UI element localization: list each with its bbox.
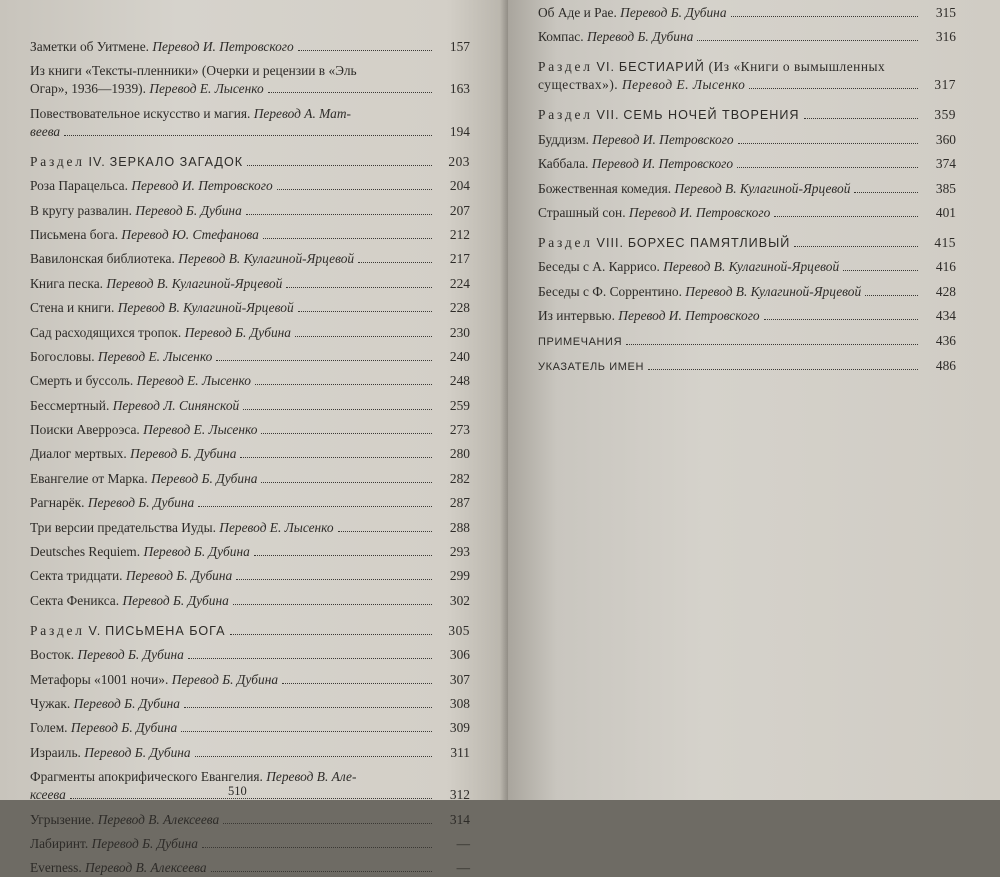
entry-translator: Перевод Ю. Стефанова — [121, 226, 259, 242]
toc-entry — [538, 357, 956, 376]
entry-title: Сад расходящихся тропок. — [30, 324, 182, 340]
toc-entry — [538, 258, 956, 276]
page-number: 230 — [449, 324, 470, 340]
dot-leader — [298, 311, 432, 312]
entry-title: Страшный сон. — [538, 204, 626, 220]
toc-entry — [30, 105, 470, 141]
dot-leader — [64, 135, 432, 136]
toc-entry — [30, 348, 470, 366]
toc-section-heading — [538, 234, 956, 252]
entry-translator: Перевод В. Кулагиной-Ярцевой — [117, 300, 294, 316]
entry-translator: Перевод И. Петровского — [618, 308, 760, 324]
page-number: 314 — [449, 811, 470, 827]
dot-leader — [216, 360, 432, 361]
page-number: 217 — [449, 251, 470, 267]
page-number: 309 — [449, 720, 470, 736]
dot-leader — [230, 634, 432, 635]
entry-title: Евангелие от Марка. — [30, 470, 148, 486]
dot-leader — [854, 192, 918, 193]
entry-translator: Перевод Е. Лысенко — [136, 373, 251, 389]
dot-leader — [243, 409, 432, 410]
entry-title: Каббала. — [538, 156, 589, 172]
entry-title: Вавилонская библиотека. — [30, 251, 175, 267]
entry-translator: Перевод В. Кулагиной-Ярцевой — [178, 251, 355, 267]
dot-leader — [738, 143, 918, 144]
entry-translator-cont: ксеева — [30, 787, 66, 803]
dot-leader — [626, 344, 918, 345]
entry-translator: Перевод В. Кулагиной-Ярцевой — [674, 180, 851, 196]
page-number: — — [456, 860, 470, 876]
entry-title: Голем. — [30, 720, 68, 736]
page-number: 311 — [450, 744, 470, 760]
toc-entry — [538, 180, 956, 198]
entry-translator: Перевод В. Кулагиной-Ярцевой — [106, 275, 283, 291]
page-number: 204 — [449, 178, 470, 194]
entry-translator: Перевод Б. Дубина — [184, 324, 291, 340]
dot-leader — [198, 506, 432, 507]
entry-translator: Перевод Б. Дубина — [70, 720, 178, 736]
page-number: 259 — [449, 397, 470, 413]
dot-leader — [731, 16, 918, 17]
dot-leader — [195, 756, 432, 757]
entry-translator: Перевод Б. Дубина — [151, 470, 258, 486]
toc-entry — [30, 592, 470, 610]
dot-leader — [240, 457, 432, 458]
entry-translator: Перевод Е. Лысенко — [149, 81, 264, 97]
entry-title: Божественная комедия. — [538, 180, 672, 196]
dot-leader — [254, 555, 432, 556]
page-number: 486 — [935, 357, 956, 373]
entry-title: Беседы с А. Каррисо. — [538, 259, 660, 275]
page-number: 434 — [935, 308, 956, 324]
toc-entry — [538, 204, 956, 222]
entry-translator: Перевод И. Петровского — [628, 204, 771, 220]
dot-leader — [794, 246, 918, 247]
toc-entry — [30, 494, 470, 512]
toc-entry — [30, 202, 470, 220]
toc-entry — [538, 307, 956, 325]
dot-leader — [774, 216, 918, 217]
entry-translator: Перевод В. Кулагиной-Ярцевой — [663, 259, 840, 275]
entry-translator: Перевод Б. Дубина — [130, 446, 237, 462]
section-number: IV. — [88, 154, 106, 169]
dot-leader — [246, 214, 432, 215]
dot-leader — [749, 88, 918, 89]
page-number: 224 — [449, 275, 470, 291]
toc-section-heading — [538, 106, 956, 124]
page-number: 359 — [934, 107, 956, 123]
entry-title: Письмена бога. — [30, 226, 119, 242]
page-number: 240 — [449, 348, 470, 364]
entry-translator: Перевод Б. Дубина — [135, 202, 242, 218]
page-number: 510 — [228, 784, 247, 798]
toc-entry — [30, 62, 470, 98]
dot-leader — [223, 823, 432, 824]
entry-translator: Перевод Б. Дубина — [586, 29, 694, 45]
dot-leader — [282, 683, 432, 684]
section-number: VI. — [596, 60, 615, 75]
entry-translator: Перевод Е. Лысенко — [219, 519, 334, 535]
page-number: 312 — [449, 787, 470, 803]
dot-leader — [338, 531, 432, 532]
entry-title: Everness. — [30, 860, 82, 876]
dot-leader — [358, 262, 432, 263]
entry-translator: Перевод Б. Дубина — [73, 695, 180, 711]
entry-title: В кругу развалин. — [30, 202, 133, 218]
toc-entry — [30, 226, 470, 244]
page-number: 302 — [449, 592, 470, 608]
entry-title: Фрагменты апокрифического Евангелия. — [30, 769, 263, 785]
toc-entry — [30, 695, 470, 713]
toc-entry — [30, 372, 470, 390]
entry-title: Угрызение. — [30, 811, 95, 827]
entry-title: Метафоры «1001 ночи». — [30, 671, 169, 687]
entry-title: Чужак. — [30, 695, 71, 711]
entry-title: Три версии предательства Иуды. — [30, 519, 216, 535]
toc-entry — [30, 543, 470, 561]
page-number: 212 — [449, 226, 470, 242]
entry-translator: Перевод Е. Лысенко — [97, 348, 213, 364]
section-label: Раздел — [538, 59, 593, 75]
toc-entry — [30, 519, 470, 537]
entry-translator: Перевод Б. Дубина — [87, 495, 195, 511]
dot-leader — [295, 336, 432, 337]
toc-entry — [30, 250, 470, 268]
right-page — [508, 0, 1000, 800]
page-number: 436 — [935, 332, 956, 348]
dot-leader — [202, 847, 432, 848]
entry-title: Книга песка. — [30, 275, 104, 291]
section-number: VIII. — [596, 235, 624, 250]
entry-translator: Перевод В. Кулагиной-Ярцевой — [685, 283, 862, 299]
entry-translator: Перевод Б. Дубина — [77, 647, 184, 663]
entry-translator: Перевод И. Петровского — [131, 178, 273, 194]
page-number: 287 — [449, 495, 470, 511]
toc-entry — [538, 4, 956, 22]
page-number: 280 — [449, 446, 470, 462]
dot-leader — [648, 369, 918, 370]
dot-leader — [804, 118, 918, 119]
entry-title: Роза Парацельса. — [30, 178, 128, 194]
entry-translator: Перевод А. Мат- — [253, 105, 351, 121]
page-number: 316 — [935, 29, 956, 45]
section-number: VII. — [596, 108, 620, 123]
toc-entry — [30, 470, 470, 488]
page-number: 401 — [935, 204, 956, 220]
section-title: ПИСЬМЕНА БОГА — [105, 623, 226, 638]
section-label: Раздел — [538, 107, 593, 123]
toc-entry — [538, 131, 956, 149]
page-number: 207 — [449, 202, 470, 218]
toc-entry — [30, 719, 470, 737]
entry-translator-cont: веева — [30, 123, 61, 139]
toc-entry — [30, 177, 470, 195]
entry-title: Бессмертный. — [30, 397, 110, 413]
toc-entry — [30, 324, 470, 342]
page-number: 228 — [449, 300, 470, 316]
entry-title: Из книги «Тексты-пленники» (Очерки и рецензии в «Эль — [30, 63, 357, 79]
page-number: 415 — [934, 234, 956, 250]
entry-title: Заметки об Уитмене. — [30, 39, 149, 54]
section-subtitle: (Из «Книги о вымышленных — [708, 59, 886, 75]
toc-entry — [30, 744, 470, 762]
page-number: 248 — [449, 373, 470, 389]
page-number: 416 — [935, 259, 956, 275]
dot-leader — [184, 707, 432, 708]
dot-leader — [298, 50, 432, 51]
dot-leader — [261, 482, 432, 483]
toc-entry — [30, 421, 470, 439]
toc-entry — [538, 332, 956, 351]
toc-entry — [30, 859, 470, 877]
section-title: ЗЕРКАЛО ЗАГАДОК — [109, 154, 244, 169]
toc-entry — [538, 283, 956, 301]
page-number: 315 — [935, 5, 956, 20]
entry-title: Повествовательное искусство и магия. — [30, 105, 251, 121]
section-label: Раздел — [30, 622, 85, 638]
dot-leader — [188, 658, 432, 659]
entry-title: Рагнарёк. — [30, 495, 85, 511]
dot-leader — [737, 167, 918, 168]
back-matter-title: УКАЗАТЕЛЬ ИМЕН — [538, 360, 645, 373]
page-number: 374 — [935, 156, 956, 172]
toc-section-heading — [30, 153, 470, 171]
section-label: Раздел — [30, 153, 85, 169]
entry-title: Восток. — [30, 647, 75, 663]
dot-leader — [268, 92, 432, 93]
page-number: 163 — [449, 81, 470, 97]
toc-entry — [30, 811, 470, 829]
entry-translator: Перевод И. Петровского — [591, 156, 734, 172]
section-title: БЕСТИАРИЙ — [618, 60, 705, 75]
entry-title: Поиски Аверроэса. — [30, 422, 140, 438]
dot-leader — [277, 189, 432, 190]
entry-title: Deutsches Requiem. — [30, 544, 141, 560]
entry-title: Буддизм. — [538, 131, 589, 147]
entry-title: Смерть и буссоль. — [30, 373, 134, 389]
dot-leader — [236, 579, 432, 580]
entry-translator: Перевод Л. Синянской — [112, 397, 240, 413]
entry-translator: Перевод Б. Дубина — [84, 744, 191, 760]
toc-entry — [30, 671, 470, 689]
page-number: 157 — [449, 39, 470, 54]
entry-title-cont: Огар», 1936—1939). — [30, 81, 146, 97]
dot-leader — [286, 287, 432, 288]
entry-title: Компас. — [538, 29, 584, 45]
dot-leader — [70, 798, 432, 799]
page-number: 305 — [448, 622, 470, 638]
entry-translator: Перевод Б. Дубина — [143, 544, 250, 560]
page-number: 317 — [934, 77, 956, 93]
toc-entry — [30, 445, 470, 463]
toc-entry — [538, 155, 956, 173]
section-subtitle-cont: существах»). — [538, 77, 619, 93]
section-label: Раздел — [538, 234, 593, 250]
entry-title: Секта Феникса. — [30, 592, 120, 608]
section-number: V. — [88, 623, 102, 638]
page-number: 307 — [449, 671, 470, 687]
dot-leader — [697, 40, 918, 41]
entry-title: Израиль. — [30, 744, 81, 760]
entry-translator: Перевод Б. Дубина — [171, 671, 279, 687]
toc-entry — [30, 299, 470, 317]
toc-section-heading — [538, 58, 956, 94]
page-number: 308 — [449, 695, 470, 711]
toc-entry — [538, 28, 956, 46]
toc-entry — [30, 567, 470, 585]
toc-entry — [30, 397, 470, 415]
toc-entry — [30, 275, 470, 293]
toc-entry — [30, 38, 470, 56]
dot-leader — [843, 270, 918, 271]
dot-leader — [263, 238, 432, 239]
entry-translator: Перевод В. Але- — [266, 769, 357, 785]
back-matter-title: ПРИМЕЧАНИЯ — [538, 335, 623, 348]
page-number: 293 — [449, 544, 470, 560]
entry-translator: Перевод Б. Дубина — [91, 835, 198, 851]
page-number: — — [456, 835, 470, 851]
dot-leader — [764, 319, 918, 320]
entry-title: Беседы с Ф. Соррентино. — [538, 283, 682, 299]
toc-section-heading — [30, 622, 470, 640]
entry-translator: Перевод В. Алексеева — [85, 860, 207, 876]
entry-title: Лабиринт. — [30, 835, 89, 851]
page-number: 282 — [449, 470, 470, 486]
entry-translator: Перевод Е. Лысенко — [622, 77, 746, 93]
toc-entry — [30, 646, 470, 664]
entry-translator: Перевод Е. Лысенко — [143, 422, 258, 438]
page-number: 194 — [449, 123, 470, 139]
page-number: 288 — [449, 519, 470, 535]
section-title: БОРХЕС ПАМЯТЛИВЫЙ — [627, 235, 791, 250]
entry-title: Богословы. — [30, 348, 95, 364]
page-number: 273 — [449, 422, 470, 438]
dot-leader — [261, 433, 432, 434]
dot-leader — [181, 731, 432, 732]
dot-leader — [211, 871, 432, 872]
page-number: 428 — [935, 283, 956, 299]
entry-translator: Перевод И. Петровского — [152, 39, 294, 54]
page-number: 306 — [449, 647, 470, 663]
entry-title: Из интервью. — [538, 308, 615, 324]
dot-leader — [865, 295, 918, 296]
page-number: 203 — [448, 153, 470, 169]
toc-entry — [30, 768, 470, 804]
toc-entry — [30, 835, 470, 853]
entry-translator: Перевод В. Алексеева — [97, 811, 220, 827]
dot-leader — [233, 604, 432, 605]
page-number: 299 — [449, 568, 470, 584]
dot-leader — [255, 384, 432, 385]
entry-translator: Перевод Б. Дубина — [620, 5, 727, 20]
page-number: 385 — [935, 180, 956, 196]
entry-translator: Перевод Б. Дубина — [122, 592, 229, 608]
entry-title: Секта тридцати. — [30, 568, 123, 584]
entry-title: Диалог мертвых. — [30, 446, 127, 462]
dot-leader — [247, 165, 432, 166]
page-number: 360 — [935, 131, 956, 147]
entry-title: Стена и книги. — [30, 300, 115, 316]
entry-translator: Перевод И. Петровского — [592, 131, 734, 147]
entry-title: Об Аде и Рае. — [538, 5, 617, 20]
section-title: СЕМЬ НОЧЕЙ ТВОРЕНИЯ — [623, 108, 800, 123]
entry-translator: Перевод Б. Дубина — [125, 568, 233, 584]
